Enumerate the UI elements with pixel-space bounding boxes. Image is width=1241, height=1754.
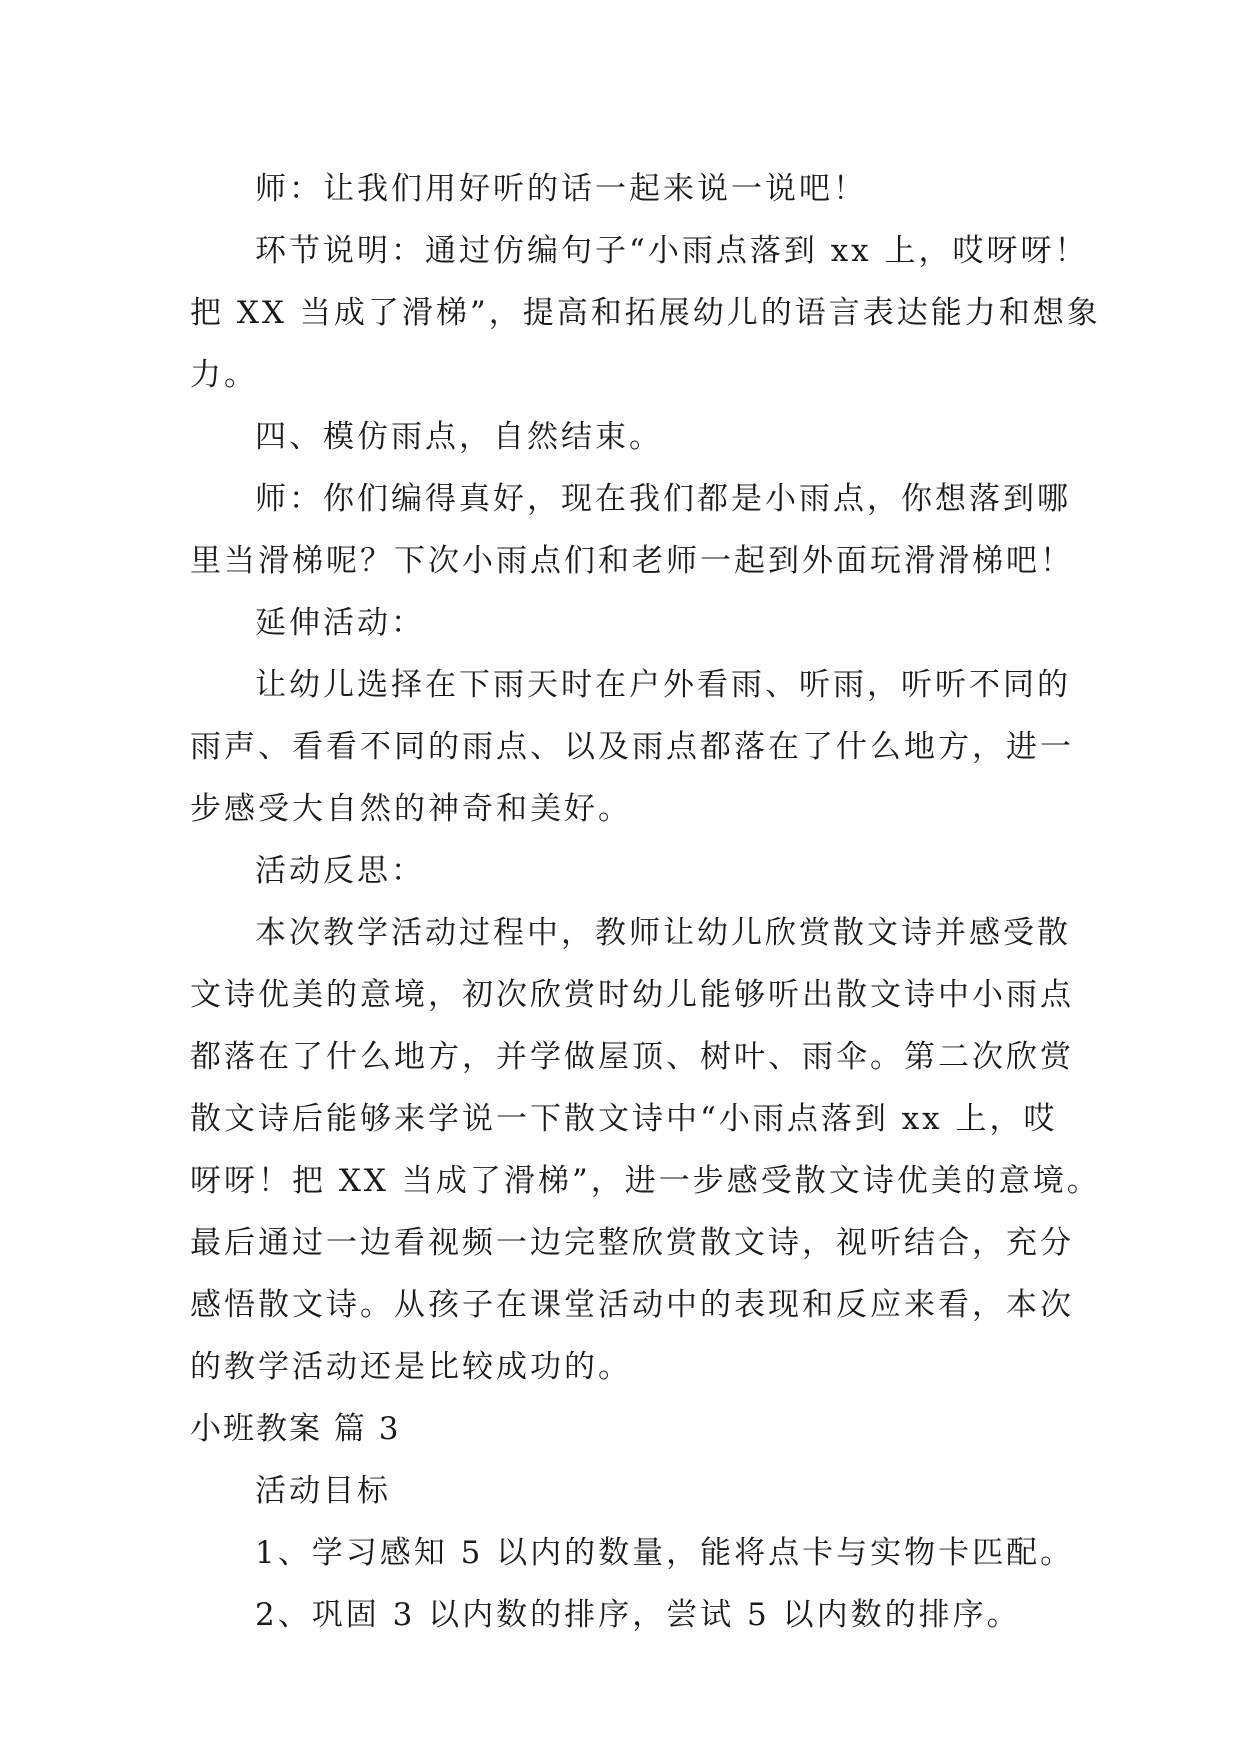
paragraph-line: 延伸活动： xyxy=(255,605,425,641)
paragraph-line: 都落在了什么地方，并学做屋顶、树叶、雨伞。第二次欣赏 xyxy=(190,1039,1074,1075)
paragraph-line: 师：你们编得真好，现在我们都是小雨点，你想落到哪 xyxy=(255,481,1071,517)
paragraph-line: 环节说明：通过仿编句子“小雨点落到 xx 上，哎呀呀！ xyxy=(255,233,1089,269)
paragraph-line: 文诗优美的意境，初次欣赏时幼儿能够听出散文诗中小雨点 xyxy=(190,977,1074,1013)
paragraph-line: 四、模仿雨点，自然结束。 xyxy=(255,419,663,455)
paragraph-line: 把 XX 当成了滑梯”，提高和拓展幼儿的语言表达能力和想象 xyxy=(190,295,1101,331)
document-body xyxy=(190,158,1101,1646)
paragraph-line: 力。 xyxy=(190,357,258,393)
paragraph-line: 的教学活动还是比较成功的。 xyxy=(190,1349,632,1385)
paragraph-line: 里当滑梯呢？下次小雨点们和老师一起到外面玩滑滑梯吧！ xyxy=(190,543,1074,579)
paragraph-line: 让幼儿选择在下雨天时在户外看雨、听雨，听听不同的 xyxy=(255,667,1071,703)
paragraph-line: 师：让我们用好听的话一起来说一说吧！ xyxy=(255,171,867,207)
paragraph-line: 步感受大自然的神奇和美好。 xyxy=(190,791,632,827)
paragraph-line: 最后通过一边看视频一边完整欣赏散文诗，视听结合，充分 xyxy=(190,1225,1074,1261)
section-heading: 小班教案 篇 3 xyxy=(190,1411,401,1447)
paragraph-line: 活动目标 xyxy=(255,1473,391,1509)
paragraph-line: 雨声、看看不同的雨点、以及雨点都落在了什么地方，进一 xyxy=(190,729,1074,765)
paragraph-line: 2、巩固 3 以内数的排序，尝试 5 以内数的排序。 xyxy=(255,1597,1021,1633)
paragraph-line: 活动反思： xyxy=(255,853,425,889)
paragraph-line: 1、学习感知 5 以内的数量，能将点卡与实物卡匹配。 xyxy=(255,1535,1075,1571)
paragraph-line: 呀呀！把 XX 当成了滑梯”，进一步感受散文诗优美的意境。 xyxy=(190,1163,1101,1199)
paragraph-line: 本次教学活动过程中，教师让幼儿欣赏散文诗并感受散 xyxy=(255,915,1071,951)
paragraph-line: 感悟散文诗。从孩子在课堂活动中的表现和反应来看，本次 xyxy=(190,1287,1074,1323)
paragraph-line: 散文诗后能够来学说一下散文诗中“小雨点落到 xx 上，哎 xyxy=(190,1101,1058,1137)
